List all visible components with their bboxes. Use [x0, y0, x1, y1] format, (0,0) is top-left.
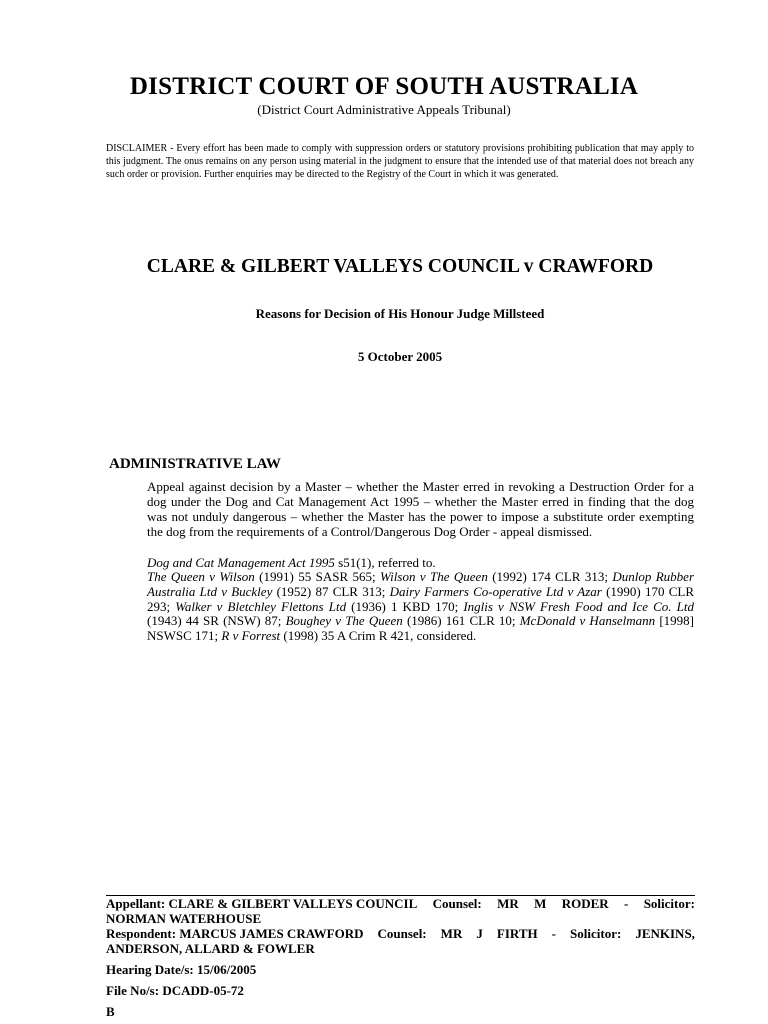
case-name: Boughey v The Queen [285, 613, 403, 629]
file-number: File No/s: DCADD-05-72 [106, 983, 244, 998]
respondent-counsel-word: J [476, 926, 483, 941]
respondent-solicitor: ANDERSON, ALLARD & FOWLER [106, 941, 315, 956]
division-letter: B [106, 1004, 115, 1019]
case-citation: (1990) 170 CLR 293; [147, 583, 694, 614]
appellant-label: Appellant: CLARE & GILBERT VALLEYS COUNCIL [106, 896, 418, 911]
reasons-line: Reasons for Decision of His Honour Judge Millsteed [255, 306, 545, 321]
case-title: CLARE & GILBERT VALLEYS COUNCIL v CRAWFORD [146, 256, 654, 277]
case-name: Wilson v The Queen [380, 569, 488, 584]
catchwords-summary: Appeal against decision by a Master – whether the Master erred in revoking a Destruction Order for a dog under the Dog and Cat Management Act 1995 – whether the Master erred in finding that the dog was not unduly dangerous – whether the Master has the power to impose a substitute order exempting the dog from the requirements of a Control/Dangerous Dog Order - appeal dismissed. [147, 479, 694, 539]
respondent-counsel-word: Counsel: [377, 926, 427, 941]
case-citation: (1991) 55 SASR 565; [254, 569, 381, 584]
cases-considered [147, 570, 694, 644]
legislation-referred [147, 555, 694, 570]
case-citation: [1998] NSWSC 171; [147, 613, 694, 644]
case-citation: (1998) 35 A Crim R 421, considered. [280, 628, 477, 644]
case-name: Walker v Bletchley Flettons Ltd [175, 598, 347, 614]
case-name: The Queen v Wilson [147, 569, 255, 584]
disclaimer: DISCLAIMER - Every effort has been made to comply with suppression orders or statutory provisions prohibiting publication that may apply to this judgment. The onus remains on any person using material in the judgment to ensure that the intended use of that material does not breach any such order or provision. Further enquiries may be directed to the Registry of the Court in which it was generated. [106, 143, 694, 180]
case-citation: (1943) 44 SR (NSW) 87; [147, 613, 286, 629]
case-name: Dunlop Rubber Australia Ltd v Buckley [147, 569, 695, 599]
respondent-counsel-word: FIRTH [496, 926, 538, 941]
respondent-label: Respondent: MARCUS JAMES CRAWFORD [106, 926, 364, 941]
appellant-counsel-word: RODER [561, 896, 609, 911]
appellant-counsel-word: MR [497, 896, 519, 911]
case-citation: (1952) 87 CLR 313; [272, 583, 390, 599]
case-name: Dairy Farmers Co-operative Ltd v Azar [389, 583, 602, 599]
case-citation: (1992) 174 CLR 313; [487, 569, 613, 584]
appellant-solicitor: NORMAN WATERHOUSE [106, 911, 262, 926]
case-citation: (1986) 161 CLR 10; [402, 613, 520, 629]
hearing-date: Hearing Date/s: 15/06/2005 [106, 962, 257, 977]
appellant-row [106, 896, 695, 911]
case-name: McDonald v Hanselmann [519, 613, 656, 629]
respondent-counsel-word: JENKINS, [635, 926, 695, 941]
respondent-counsel-word: MR [440, 926, 463, 941]
case-citation: (1936) 1 KBD 170; [346, 598, 464, 614]
act-citation: s51(1), referred to. [334, 555, 436, 570]
catchwords-heading: ADMINISTRATIVE LAW [109, 456, 281, 472]
tribunal-subtitle: (District Court Administrative Appeals Tribunal) [257, 102, 511, 117]
appellant-counsel-word: M [534, 896, 547, 911]
appellant-counsel-word: Solicitor: [643, 896, 695, 911]
respondent-counsel-word: - [551, 926, 556, 941]
respondent-counsel-word: Solicitor: [570, 926, 622, 941]
appellant-counsel-word: Counsel: [432, 896, 482, 911]
case-name: R v Forrest [221, 628, 281, 644]
case-name: Inglis v NSW Fresh Food and Ice Co. Ltd [463, 598, 694, 614]
parties-footer [106, 895, 695, 1019]
respondent-row [106, 926, 695, 941]
appellant-counsel-word: - [624, 896, 629, 911]
decision-date: 5 October 2005 [357, 349, 443, 364]
court-title: DISTRICT COURT OF SOUTH AUSTRALIA [129, 73, 639, 100]
act-name: Dog and Cat Management Act 1995 [147, 555, 335, 570]
